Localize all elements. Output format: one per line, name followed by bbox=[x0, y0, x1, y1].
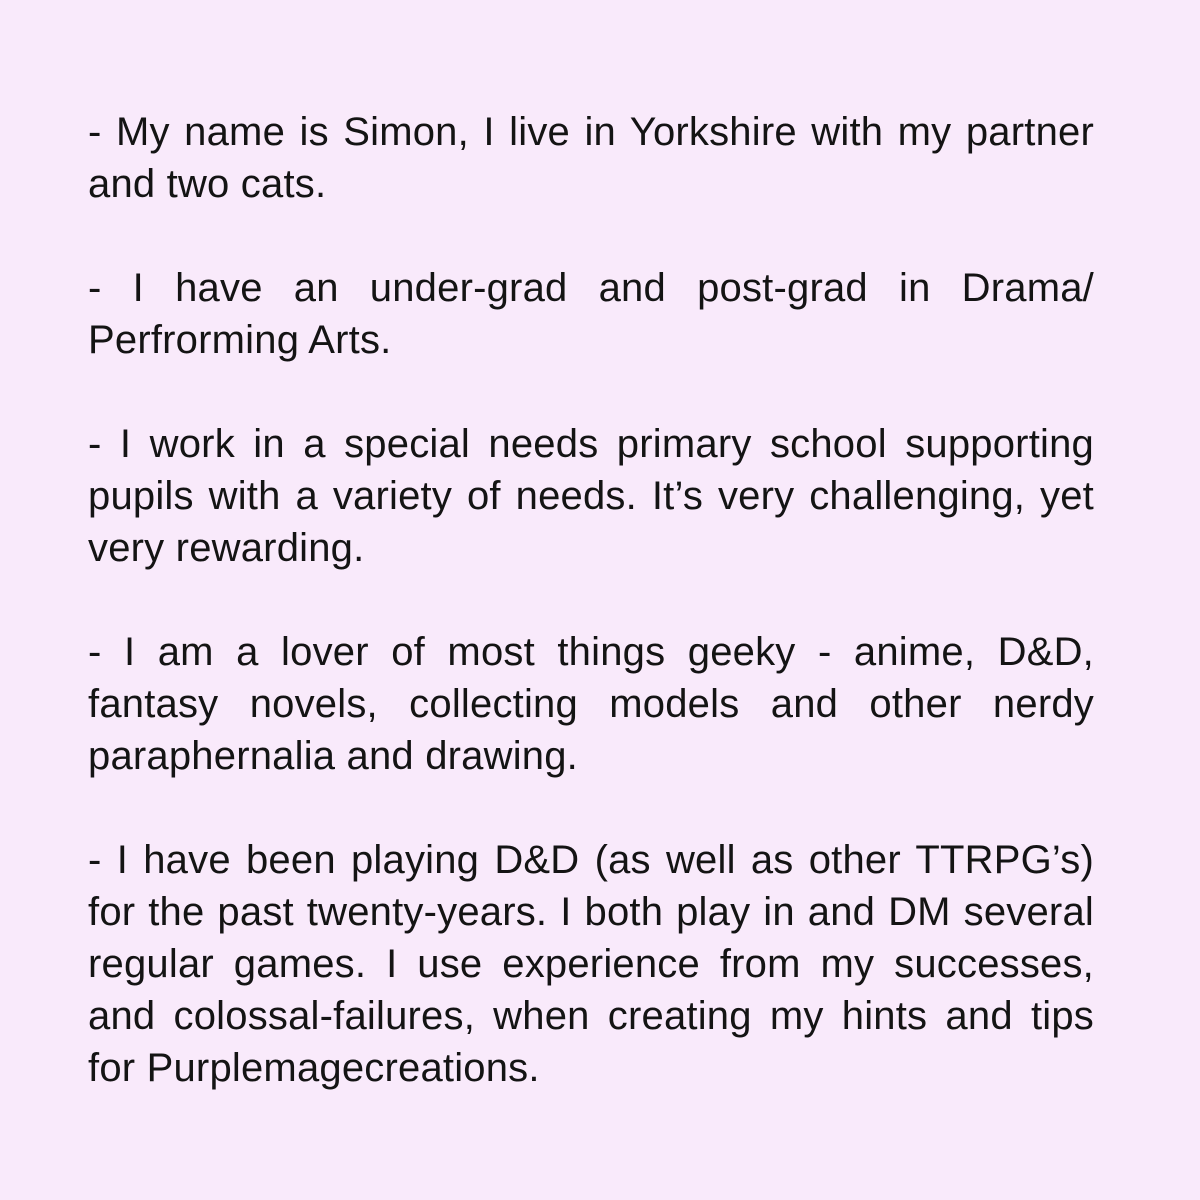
paragraph-work: - I work in a special needs primary school supporting pupils with a variety of needs. It’s very challenging, yet very rewarding. bbox=[88, 422, 1094, 570]
paragraph-dnd-experience: - I have been playing D&D (as well as other TTRPG’s) for the past twenty-years. I both play in and DM several regular games. I use experience from my successes, and colossal-failures, when creating my hints and tips for Purplemagecreations. bbox=[88, 838, 1094, 1090]
paragraph-intro: - My name is Simon, I live in Yorkshire with my partner and two cats. bbox=[88, 110, 1094, 206]
paragraph-interests: - I am a lover of most things geeky - anime, D&D, fantasy novels, collecting models and other nerdy paraphernalia and drawing. bbox=[88, 630, 1094, 778]
paragraph-education: - I have an under-grad and post-grad in Drama/ Perfrorming Arts. bbox=[88, 266, 1094, 362]
about-me-text-block bbox=[88, 106, 1094, 1094]
